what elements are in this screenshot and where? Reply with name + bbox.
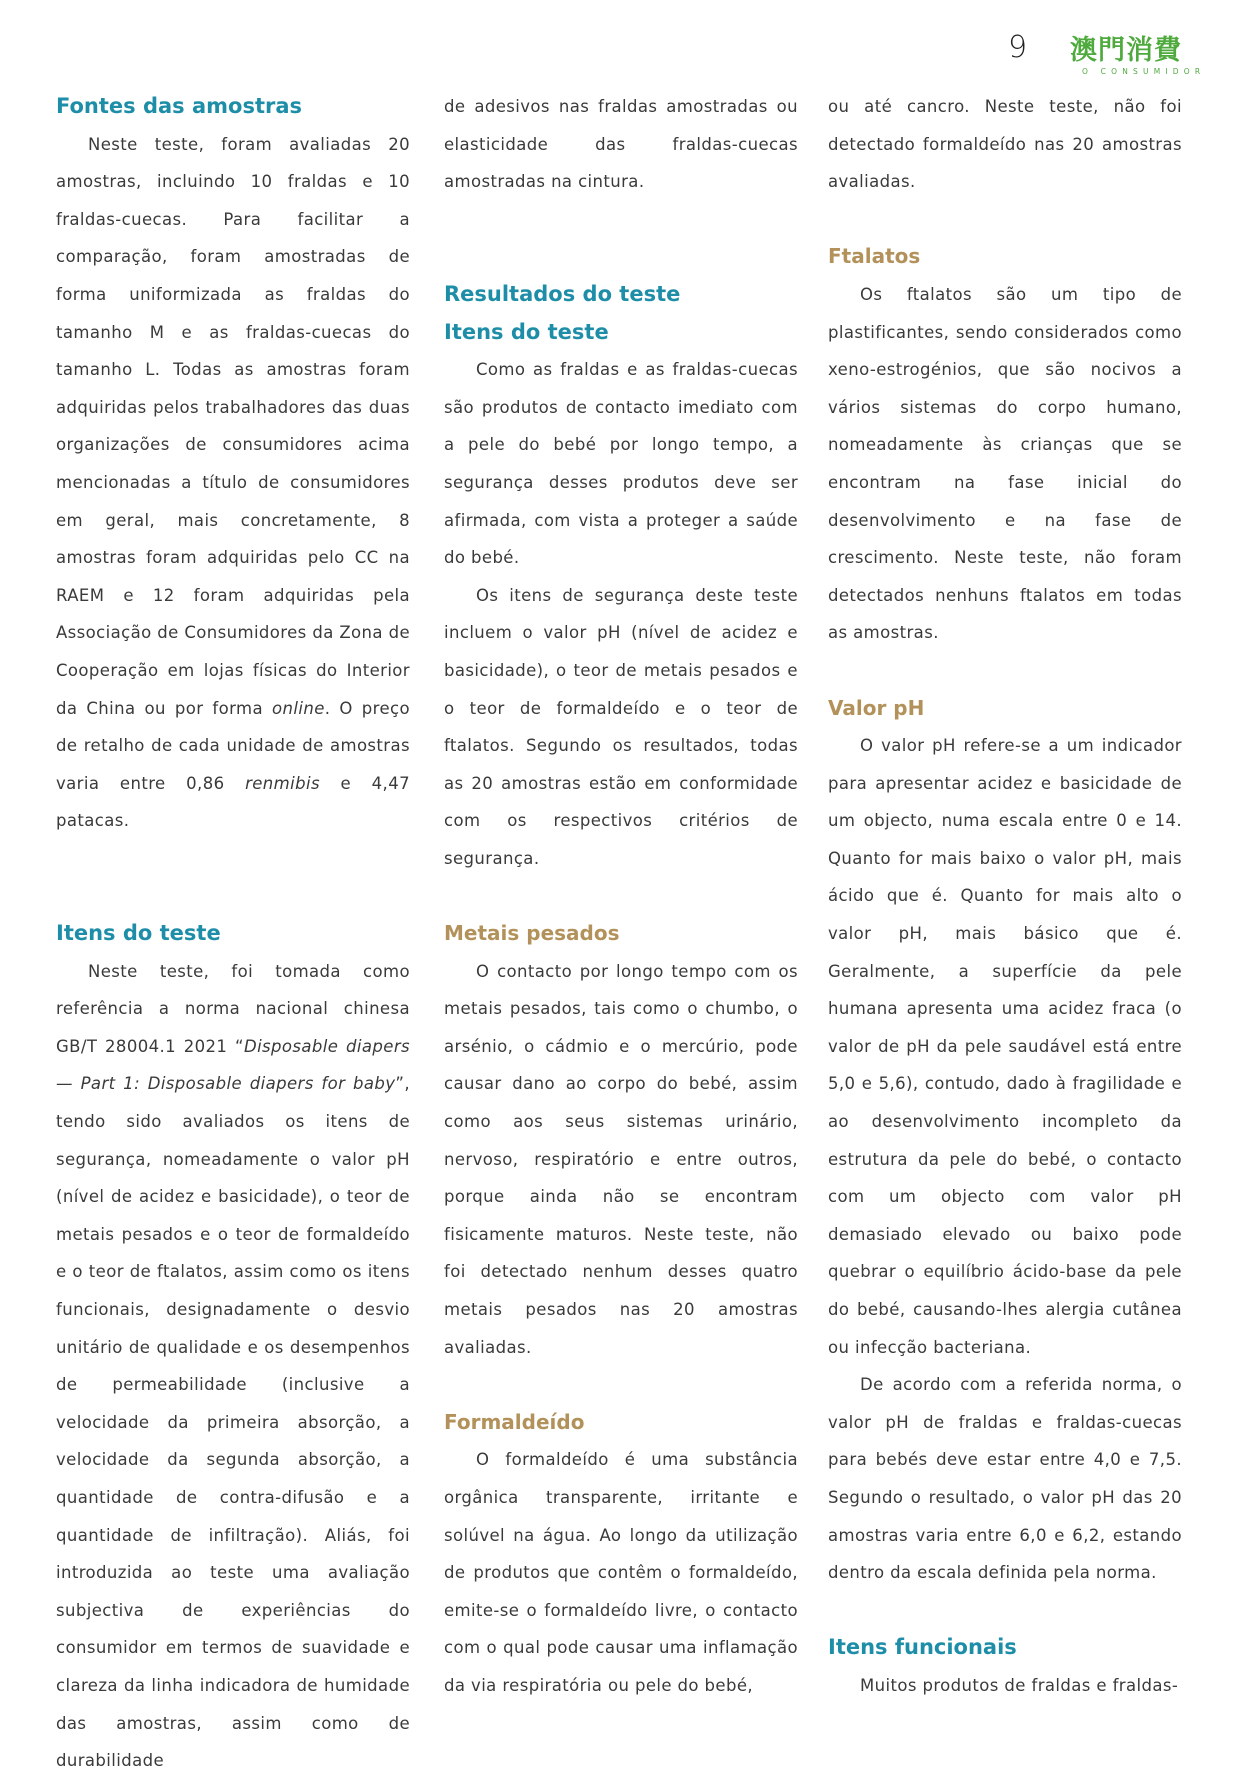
column-2 [444, 88, 798, 1705]
paragraph-continuation: de adesivos nas fraldas amostradas ou elasticidade das fraldas-cuecas amostradas na cintura. [444, 97, 798, 192]
page-number: 9 [1008, 30, 1028, 65]
logo-chinese-text: 澳門消費 [1070, 35, 1182, 66]
paragraph-fontes: Neste teste, foram avaliadas 20 amostras, incluindo 10 fraldas e 10 fraldas-cuecas. Para facilitar a comparação, foram amostradas de forma uniformizada as fraldas do tamanho M e as fraldas-cuecas do tamanho L. Todas as amostras foram adquiridas pelos trabalhadores das duas organizações de consumidores acima mencionadas a título de consumidores em geral, mais concretamente, 8 amostras foram adquiridas pelo CC na RAEM e 12 foram adquiridas pela Associação de Consumidores da Zona de Cooperação em lojas físicas do Interior da China ou por forma online. O preço de retalho de cada unidade de amostras varia entre 0,86 renmibis e 4,47 patacas. [56, 134, 410, 831]
paragraph-itens-do-teste: Neste teste, foi tomada como referência a norma nacional chinesa GB/T 28004.1 2021 “Disposable diapers — Part 1: Disposable diapers for baby”, tendo sido avaliados os itens de segurança, nomeadamente o valor pH (nível de acidez e basicidade), o teor de metais pesados e o teor de formaldeído e o teor de ftalatos, assim como os itens funcionais, designadamente o desvio unitário de qualidade e os desempenhos de permeabilidade (inclusive a velocidade da primeira absorção, a velocidade da segunda absorção, a quantidade de contra-difusão e a quantidade de infiltração). Aliás, foi introduzida ao teste uma avaliação subjectiva de experiências do consumidor em termos de suavidade e clareza da linha indicadora de humidade das amostras, assim como de durabilidade [56, 961, 410, 1771]
paragraph-itens-funcionais: Muitos produtos de fraldas e fraldas- [860, 1675, 1179, 1695]
paragraph-metais-pesados: O contacto por longo tempo com os metais pesados, tais como o chumbo, o arsénio, o cádmio e o mercúrio, pode causar dano ao corpo do bebé, assim como aos seus sistemas urinário, nervoso, respiratório e entre outros, porque ainda não se encontram fisicamente maturos. Neste teste, não foi detectado nenhum desses quatro metais pesados nas 20 amostras avaliadas. [444, 961, 798, 1357]
paragraph-itens-seguranca: Os itens de segurança deste teste incluem o valor pH (nível de acidez e basicidade), o teor de metais pesados e o teor de formaldeído e o teor de ftalatos. Segundo os resultados, todas as 20 amostras estão em conformidade com os respectivos critérios de segurança. [444, 585, 798, 868]
column-3 [828, 88, 1182, 1705]
heading-valor-ph: Valor pH [828, 695, 925, 720]
heading-fontes-das-amostras: Fontes das amostras [56, 94, 303, 118]
heading-itens-funcionais: Itens funcionais [828, 1635, 1017, 1660]
paragraph-ftalatos: Os ftalatos são um tipo de plastificantes, sendo considerados como xeno-estrogénios, que são nocivos a vários sistemas do corpo humano, nomeadamente às crianças que se encontram na fase inicial do desenvolvimento e na fase de crescimento. Neste teste, não foram detectados nenhuns ftalatos em todas as amostras. [828, 284, 1182, 643]
paragraph-continuation-3: ou até cancro. Neste teste, não foi detectado formaldeído nas 20 amostras avaliadas. [828, 97, 1182, 192]
heading-itens-do-teste-2: Itens do teste [444, 319, 609, 344]
paragraph-formaldeido: O formaldeído é uma substância orgânica transparente, irritante e solúvel na água. Ao longo da utilização de produtos que contêm o formaldeído, emite-se o formaldeído livre, o contacto com o qual pode causar uma inflamação da via respiratória ou pele do bebé, [444, 1450, 798, 1695]
heading-formaldeido: Formaldeído [444, 1409, 585, 1434]
paragraph-norma-ph: De acordo com a referida norma, o valor pH de fraldas e fraldas-cuecas para bebés deve estar entre 4,0 e 7,5. Segundo o resultado, o valor pH das 20 amostras varia entre 6,0 e 6,2, estando dentro da escala definida pela norma. [828, 1375, 1182, 1583]
heading-ftalatos: Ftalatos [828, 244, 921, 269]
logo-english-text: O CONSUMIDOR [1082, 67, 1206, 76]
paragraph-contacto-pele: Como as fraldas e as fraldas-cuecas são produtos de contacto imediato com a pele do bebé por longo tempo, a segurança desses produtos deve ser afirmada, com vista a proteger a saúde do bebé. [444, 360, 798, 568]
column-1 [56, 88, 410, 1780]
paragraph-valor-ph: O valor pH refere-se a um indicador para apresentar acidez e basicidade de um objecto, numa escala entre 0 e 14. Quanto for mais baixo o valor pH, mais ácido que é. Quanto for mais alto o valor pH, mais básico que é. Geralmente, a superfície da pele humana apresenta uma acidez fraca (o valor de pH da pele saudável está entre 5,0 e 5,6), contudo, dado à fragilidade e ao desenvolvimento incompleto da estrutura da pele do bebé, o contacto com um objecto com valor pH demasiado elevado ou baixo pode quebrar o equilíbrio ácido-base da pele do bebé, causando-lhes alergia cutânea ou infecção bacteriana. [828, 736, 1182, 1357]
heading-metais-pesados: Metais pesados [444, 921, 620, 946]
heading-itens-do-teste: Itens do teste [56, 921, 221, 946]
consumer-council-logo [1070, 35, 1206, 78]
heading-resultados-do-teste: Resultados do teste [444, 281, 681, 306]
